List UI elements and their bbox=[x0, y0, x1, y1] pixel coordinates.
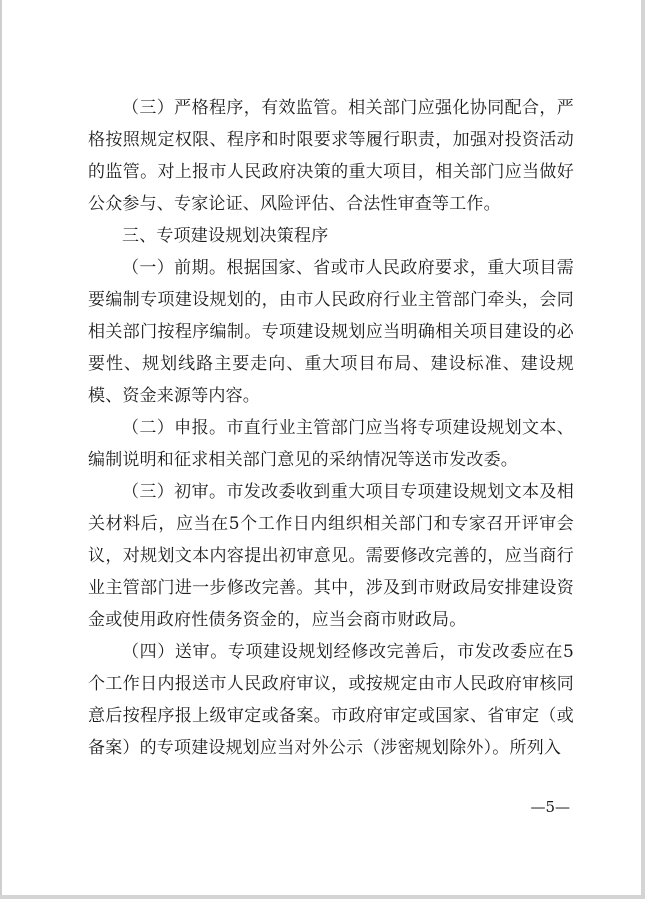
paragraph-application: （二）申报。市直行业主管部门应当将专项建设规划文本、编制说明和征求相关部门意见的采纳情况等送市发改委。 bbox=[88, 418, 574, 470]
paragraph-submission-review: （四）送审。专项建设规划经修改完善后，市发改委应在5个工作日内报送市人民政府审议，或按规定由市人民政府审核同意后按程序报上级审定或备案。市政府审定或国家、省审定（或备案）的专项建设规划应当对外公示（涉密规划除外）。所列入 bbox=[88, 642, 574, 758]
page-number: —5— bbox=[530, 798, 570, 816]
paragraph-strict-procedure: （三）严格程序，有效监管。相关部门应强化协同配合，严格按照规定权限、程序和时限要求等履行职责，加强对投资活动的监管。对上报市人民政府决策的重大项目，相关部门应当做好公众参与、专家论证、风险评估、合法性审查等工作。 bbox=[88, 98, 574, 214]
page-left-edge bbox=[0, 0, 2, 899]
page-bottom-edge bbox=[0, 895, 645, 899]
section-heading-special-planning: 三、专项建设规划决策程序 bbox=[122, 226, 329, 246]
document-body bbox=[88, 92, 574, 764]
paragraph-preliminary: （一）前期。根据国家、省或市人民政府要求，重大项目需要编制专项建设规划的，由市人民政府行业主管部门牵头，会同相关部门按程序编制。专项建设规划应当明确相关项目建设的必要性、规划线路主要走向、重大项目布局、建设标准、建设规模、资金来源等内容。 bbox=[88, 258, 574, 406]
paragraph-initial-review: （三）初审。市发改委收到重大项目专项建设规划文本及相关材料后，应当在5个工作日内组织相关部门和专家召开评审会议，对规划文本内容提出初审意见。需要修改完善的，应当商行业主管部门进一步修改完善。其中，涉及到市财政局安排建设资金或使用政府性债务资金的，应当会商市财政局。 bbox=[88, 482, 574, 630]
page-right-edge bbox=[641, 0, 645, 899]
